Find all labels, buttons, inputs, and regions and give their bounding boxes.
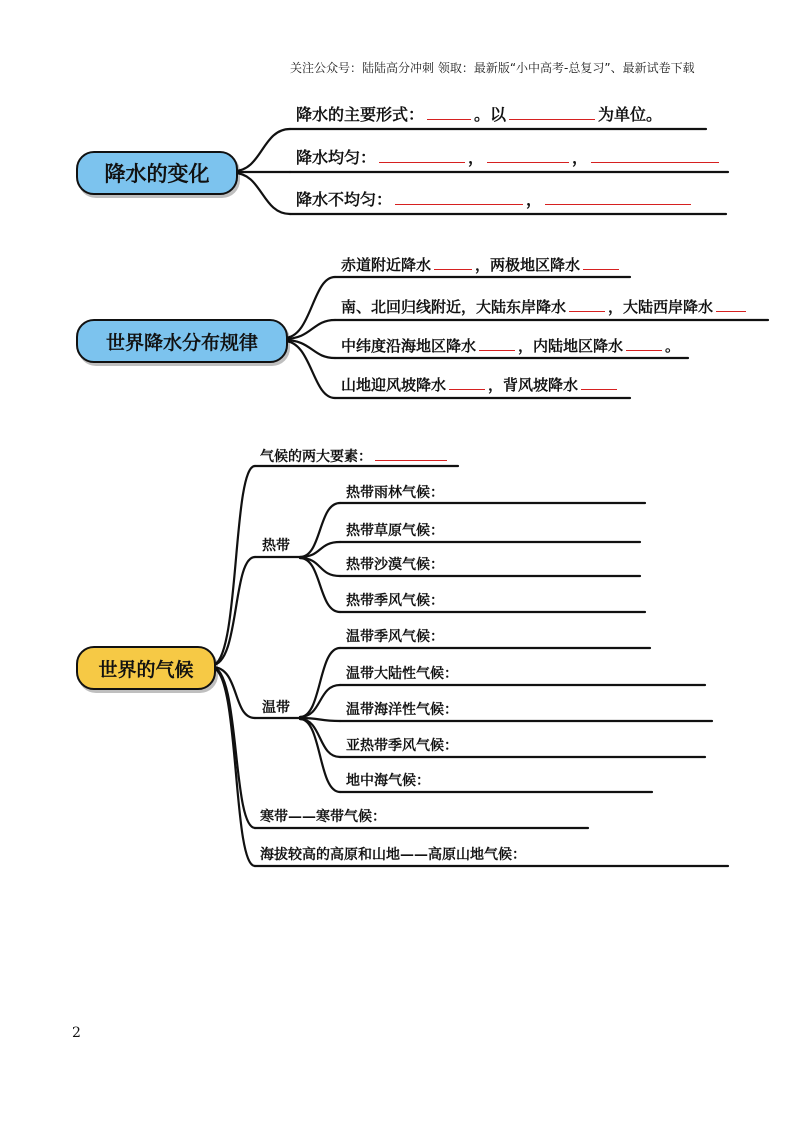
blank	[434, 268, 472, 270]
blank	[581, 388, 617, 390]
node-precipitation-change: 降水的变化	[76, 151, 238, 195]
page-header: 关注公众号：陆陆高分冲刺 领取：最新版“小中高考-总复习”、最新试卷下载	[290, 61, 695, 75]
blank	[626, 349, 662, 351]
temperate-item: 亚热带季风气候：	[346, 738, 458, 754]
blank	[427, 118, 471, 120]
row-climate-elements: 气候的两大要素：	[260, 446, 450, 466]
row-highland: 海拔较高的高原和山地——高原山地气候：	[260, 847, 526, 863]
blank	[379, 161, 465, 163]
row-mountain-slopes: 山地迎风坡降水 ，背风坡降水	[341, 374, 620, 395]
temperate-item: 地中海气候：	[346, 773, 430, 789]
blank	[479, 349, 515, 351]
node-precipitation-distribution: 世界降水分布规律	[76, 319, 288, 363]
row-precip-even: 降水均匀： ， ，	[296, 145, 722, 168]
label-tropical: 热带	[262, 538, 290, 554]
blank	[545, 203, 691, 205]
tropical-item: 热带草原气候：	[346, 523, 444, 539]
blank	[487, 161, 569, 163]
blank	[569, 310, 605, 312]
blank	[375, 459, 447, 461]
tropical-item: 热带季风气候：	[346, 593, 444, 609]
node-world-climate: 世界的气候	[76, 646, 216, 690]
blank	[509, 118, 595, 120]
label-temperate: 温带	[262, 700, 290, 716]
row-frigid: 寒带——寒带气候：	[260, 809, 386, 825]
blank	[449, 388, 485, 390]
blank	[395, 203, 523, 205]
temperate-item: 温带大陆性气候：	[346, 666, 458, 682]
blank	[583, 268, 619, 270]
blank	[716, 310, 746, 312]
row-tropics-coasts: 南、北回归线附近，大陆东岸降水 ，大陆西岸降水	[341, 296, 749, 317]
row-equator-poles: 赤道附近降水 ，两极地区降水	[341, 254, 622, 275]
row-mid-latitude: 中纬度沿海地区降水 ，内陆地区降水 。	[341, 337, 681, 355]
tropical-item: 热带沙漠气候：	[346, 557, 444, 573]
blank	[591, 161, 719, 163]
row-precip-form: 降水的主要形式： 。以 为单位。	[296, 105, 663, 124]
temperate-item: 温带海洋性气候：	[346, 702, 458, 718]
temperate-item: 温带季风气候：	[346, 629, 444, 645]
page-number: 2	[72, 1025, 81, 1041]
row-precip-uneven: 降水不均匀： ，	[296, 187, 694, 210]
tropical-item: 热带雨林气候：	[346, 485, 444, 501]
